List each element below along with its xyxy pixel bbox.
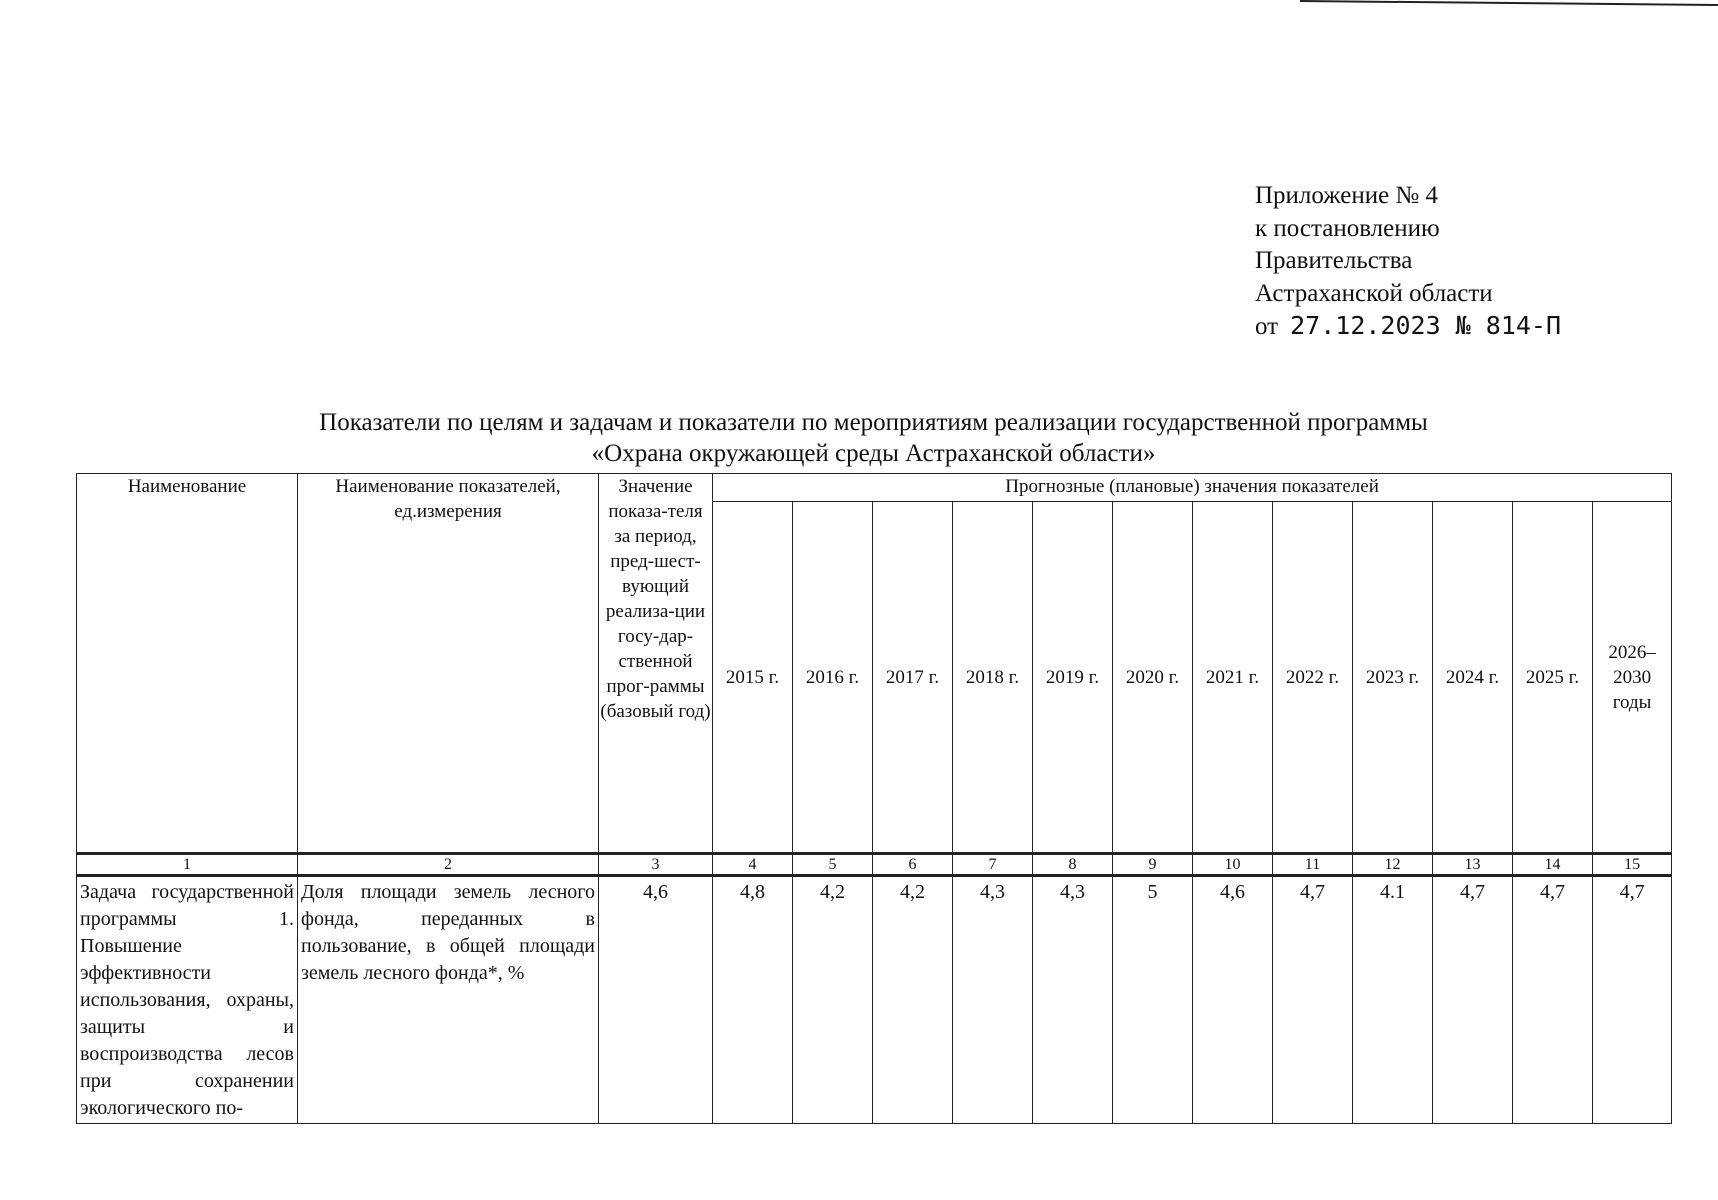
table-row (77, 876, 1672, 1124)
column-number: 3 (599, 854, 713, 876)
value-cell: 5 (1113, 876, 1193, 1124)
header-year: 2018 г. (953, 502, 1033, 854)
column-number: 12 (1353, 854, 1433, 876)
value-cell: 4,3 (953, 876, 1033, 1124)
value-cell: 4,6 (1193, 876, 1273, 1124)
header-year: 2025 г. (1513, 502, 1593, 854)
header-year: 2015 г. (713, 502, 793, 854)
header-year: 2022 г. (1273, 502, 1353, 854)
column-number: 10 (1193, 854, 1273, 876)
value-cell: 4,3 (1033, 876, 1113, 1124)
value-cell: 4,7 (1513, 876, 1593, 1124)
value-cell: 4,2 (793, 876, 873, 1124)
column-number: 4 (713, 854, 793, 876)
column-number: 2 (298, 854, 599, 876)
header-year: 2016 г. (793, 502, 873, 854)
indicator-cell: Доля площади земель лесного фонда, переданных в пользование, в общей площади земель лесного фонда*, % (298, 876, 599, 1124)
value-cell: 4,7 (1593, 876, 1672, 1124)
header-forecast: Прогнозные (плановые) значения показателей (713, 474, 1672, 502)
column-number: 15 (1593, 854, 1672, 876)
header-name: Наименование (77, 474, 298, 854)
column-number: 14 (1513, 854, 1593, 876)
value-cell: 4,2 (873, 876, 953, 1124)
column-number: 9 (1113, 854, 1193, 876)
header-year: 2019 г. (1033, 502, 1113, 854)
header-year: 2024 г. (1433, 502, 1513, 854)
column-number: 7 (953, 854, 1033, 876)
value-cell-base: 4,6 (599, 876, 713, 1124)
appendix-from-label: от (1255, 313, 1279, 340)
header-row-1 (77, 474, 1672, 502)
header-year: 2026–2030 годы (1593, 502, 1672, 854)
appendix-line-2: к постановлению (1255, 214, 1440, 242)
title-line-1: Показатели по целям и задачам и показатели по мероприятиям реализации государственной программы (319, 409, 1428, 436)
document-title (76, 407, 1671, 469)
column-number: 5 (793, 854, 873, 876)
value-cell: 4.1 (1353, 876, 1433, 1124)
column-number: 6 (873, 854, 953, 876)
header-year: 2021 г. (1193, 502, 1273, 854)
indicators-table (76, 473, 1672, 1124)
column-number: 8 (1033, 854, 1113, 876)
title-line-2: «Охрана окружающей среды Астраханской области» (591, 440, 1156, 467)
column-number: 11 (1273, 854, 1353, 876)
column-number: 1 (77, 854, 298, 876)
appendix-line-3: Правительства (1255, 247, 1413, 274)
header-year: 2020 г. (1113, 502, 1193, 854)
value-cell: 4,7 (1273, 876, 1353, 1124)
appendix-date-line (1255, 310, 1561, 344)
appendix-signature: 27.12.2023 № 814-П (1290, 311, 1562, 340)
header-indicators: Наименование показателей, ед.измерения (298, 474, 599, 854)
header-base-value: Значение показа-теля за период, пред-шест-вующий реализа-ции госу-дар-ственной прог-раммы (базовый год) (599, 474, 713, 854)
value-cell: 4,8 (713, 876, 793, 1124)
appendix-line-1: Приложение № 4 (1255, 182, 1439, 209)
task-name-cell: Задача государственной программы 1. Повышение эффективности использования, охраны, защиты и воспроизводства лесов при сохранении экологического по- (77, 876, 298, 1124)
appendix-stamp (1255, 180, 1561, 344)
header-year: 2017 г. (873, 502, 953, 854)
appendix-line-4: Астраханской области (1255, 279, 1493, 307)
header-year: 2023 г. (1353, 502, 1433, 854)
page-edge-line (1300, 0, 1718, 6)
value-cell: 4,7 (1433, 876, 1513, 1124)
column-number: 13 (1433, 854, 1513, 876)
column-numbers-row (77, 854, 1672, 876)
